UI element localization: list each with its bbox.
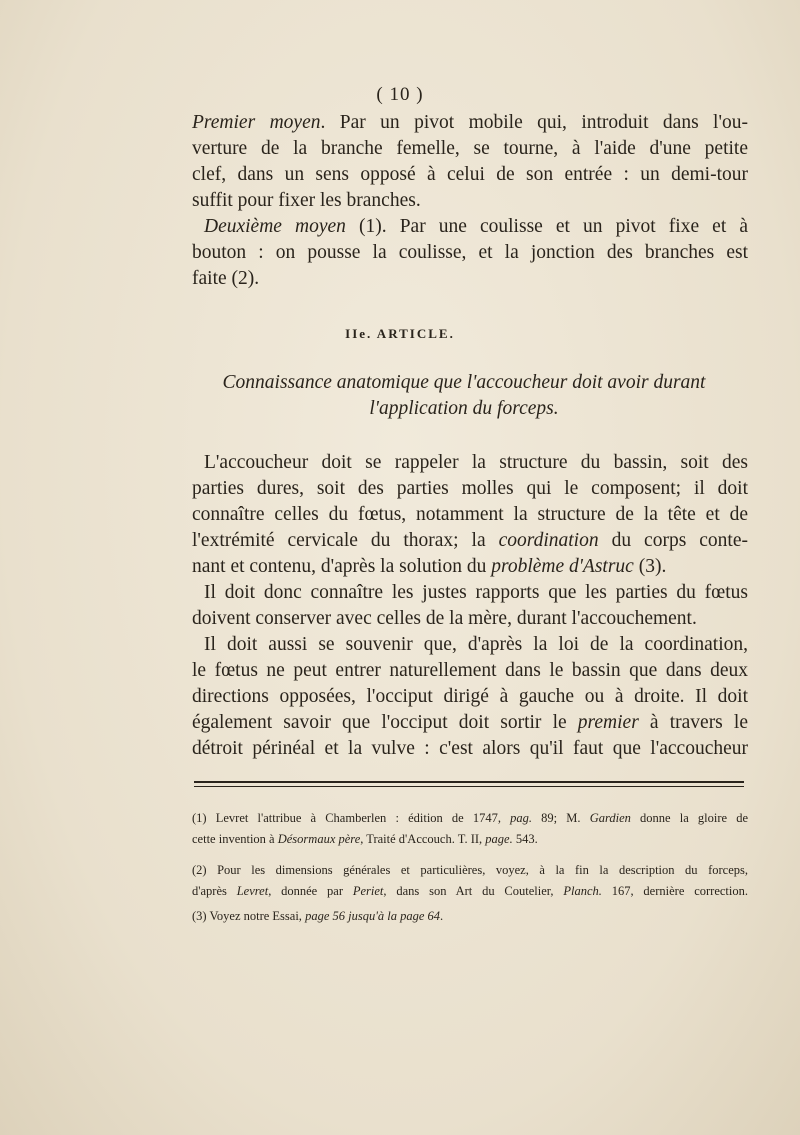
text-line: clef, dans un sens opposé à celui de son entrée : un demi-tour [192, 164, 748, 185]
text-line: doivent conserver avec celles de la mère, durant l'accouchement. [192, 608, 697, 629]
footnote-separator [194, 781, 744, 787]
heading-line: Connaissance anatomique que l'accoucheur doit avoir durant [222, 372, 706, 393]
text-line: le fœtus ne peut entrer naturellement dans le bassin que dans deux [192, 660, 748, 681]
body-paragraphs [192, 450, 748, 762]
text-line: parties dures, soit des parties molles qui le composent; il doit [192, 478, 748, 499]
text-line: Premier moyen. Par un pivot mobile qui, introduit dans l'ou- [192, 112, 748, 133]
text-line: nant et contenu, d'après la solution du problème d'Astruc (3). [192, 556, 667, 577]
page-number: ( 10 ) [376, 84, 424, 105]
text-line: verture de la branche femelle, se tourne, à l'aide d'une petite [192, 138, 748, 159]
footnote-line: (1) Levret l'attribue à Chamberlen : édition de 1747, pag. 89; M. Gardien donne la gloire de [192, 811, 748, 825]
text-line: également savoir que l'occiput doit sortir le premier à travers le [192, 712, 748, 733]
section-heading [180, 370, 748, 422]
footnotes [192, 808, 748, 927]
text-line: détroit périnéal et la vulve : c'est alors qu'il faut que l'accoucheur [192, 738, 748, 759]
heading-line: l'application du forceps. [369, 398, 559, 419]
text-line: Deuxième moyen (1). Par une coulisse et un pivot fixe et à [204, 216, 748, 237]
footnote-line: (3) Voyez notre Essai, page 56 jusqu'à la page 64. [192, 909, 444, 923]
text-line: faite (2). [192, 268, 260, 289]
text-line: L'accoucheur doit se rappeler la structure du bassin, soit des [204, 452, 748, 473]
text-line: l'extrémité cervicale du thorax; la coordination du corps conte- [192, 530, 748, 551]
text-line: directions opposées, l'occiput dirigé à gauche ou à droite. Il doit [192, 686, 748, 707]
text-line: Il doit aussi se souvenir que, d'après la loi de la coordination, [204, 634, 748, 655]
text-line: suffit pour fixer les branches. [192, 190, 421, 211]
intro-paragraphs [192, 110, 748, 292]
article-label: IIe. ARTICLE. [345, 326, 455, 341]
text-line: Il doit donc connaître les justes rapports que les parties du fœtus [204, 582, 748, 603]
footnote-line: (2) Pour les dimensions générales et particulières, voyez, à la fin la description du forceps, [192, 863, 748, 877]
footnote-line: d'après Levret, donnée par Periet, dans son Art du Coutelier, Planch. 167, dernière correction. [192, 884, 748, 898]
text-line: connaître celles du fœtus, notamment la structure de la tête et de [192, 504, 748, 525]
footnote-line: cette invention à Désormaux père, Traité d'Accouch. T. II, page. 543. [192, 832, 538, 846]
text-line: bouton : on pousse la coulisse, et la jonction des branches est [192, 242, 748, 263]
